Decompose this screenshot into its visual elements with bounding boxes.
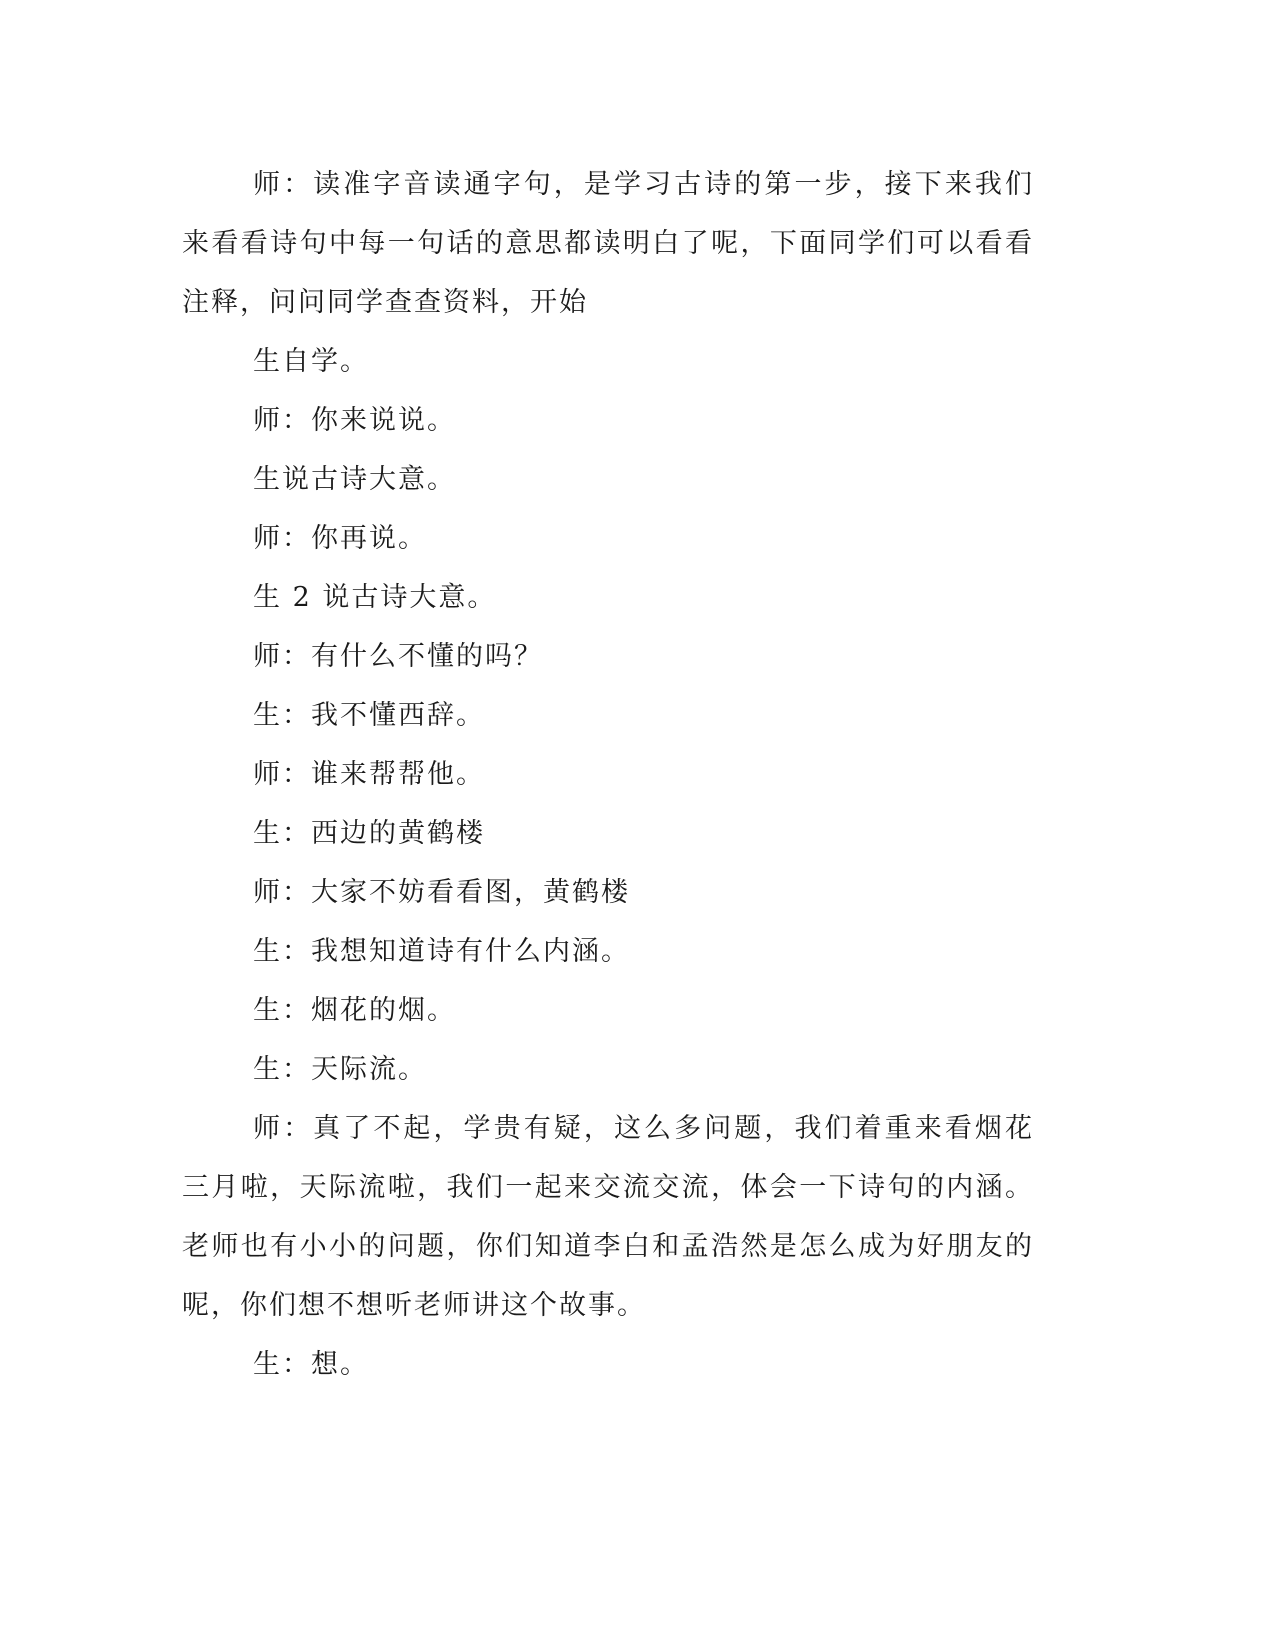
- paragraph: 生说古诗大意。: [253, 464, 456, 495]
- paragraph: 师：有什么不懂的吗？: [253, 641, 543, 672]
- paragraph: 师：你来说说。: [253, 405, 456, 436]
- paragraph: 生：烟花的烟。: [253, 995, 456, 1026]
- paragraph: 师：你再说。: [253, 523, 427, 554]
- paragraph: 生：天际流。: [253, 1054, 427, 1085]
- paragraph: 生：我想知道诗有什么内涵。: [253, 936, 630, 967]
- paragraph: 师：谁来帮帮他。: [253, 759, 485, 790]
- paragraph: 师：真了不起，学贵有疑，这么多问题，我们着重来看烟花三月啦，天际流啦，我们一起来交流交流，体会一下诗句的内涵。老师也有小小的问题，你们知道李白和孟浩然是怎么成为好朋友的呢，你们想不想听老师讲这个故事。: [182, 1113, 1034, 1321]
- paragraph: 生 2 说古诗大意。: [253, 582, 497, 613]
- paragraph: 师：读准字音读通字句，是学习古诗的第一步，接下来我们来看看诗句中每一句话的意思都读明白了呢，下面同学们可以看看注释，问问同学查查资料，开始: [182, 169, 1034, 318]
- paragraph: 生：想。: [253, 1349, 369, 1380]
- paragraph: 生：西边的黄鹤楼: [253, 818, 485, 849]
- paragraph: 生：我不懂西辞。: [253, 700, 485, 731]
- paragraph: 生自学。: [253, 346, 369, 377]
- paragraph: 师：大家不妨看看图，黄鹤楼: [253, 877, 630, 908]
- document-body: [182, 155, 1034, 1394]
